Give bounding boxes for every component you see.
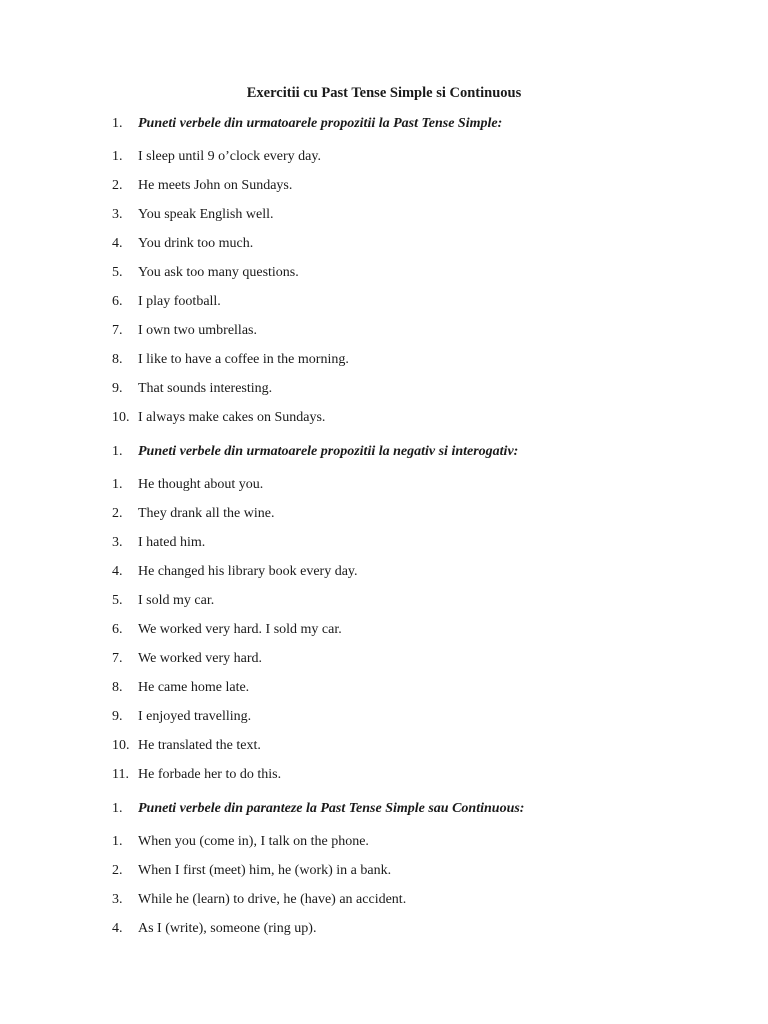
heading-text: Puneti verbele din urmatoarele propozitii la Past Tense Simple: [138, 116, 503, 131]
item-number: 1. [112, 477, 123, 492]
heading-number: 1. [112, 444, 123, 459]
item-text: I hated him. [138, 535, 206, 550]
section-1-heading [112, 114, 502, 134]
list-item [112, 649, 262, 669]
item-number: 6. [112, 294, 123, 309]
item-text: He came home late. [138, 680, 250, 695]
item-number: 6. [112, 622, 123, 637]
item-text: He changed his library book every day. [138, 564, 358, 579]
item-text: When I first (meet) him, he (work) in a bank. [138, 863, 392, 878]
item-number: 4. [112, 921, 123, 936]
item-number: 2. [112, 506, 123, 521]
list-item [112, 919, 316, 939]
item-text: He translated the text. [138, 738, 261, 753]
section-2-heading [112, 442, 518, 462]
list-item [112, 678, 249, 698]
item-number: 4. [112, 564, 123, 579]
list-item [112, 147, 321, 167]
section-3-heading [112, 799, 524, 819]
heading-text: Puneti verbele din paranteze la Past Tense Simple sau Continuous: [138, 801, 525, 816]
heading-text: Puneti verbele din urmatoarele propozitii la negativ si interogativ: [138, 444, 519, 459]
item-text: He thought about you. [138, 477, 264, 492]
page-title: Exercitii cu Past Tense Simple si Continuous [246, 85, 522, 101]
item-number: 7. [112, 323, 123, 338]
heading-number: 1. [112, 116, 123, 131]
item-number: 8. [112, 680, 123, 695]
list-item [112, 620, 342, 640]
list-item [112, 379, 272, 399]
item-text: I always make cakes on Sundays. [138, 410, 326, 425]
list-item [112, 736, 261, 756]
list-item [112, 765, 281, 785]
item-number: 7. [112, 651, 123, 666]
item-text: We worked very hard. I sold my car. [138, 622, 342, 637]
item-text: As I (write), someone (ring up). [138, 921, 317, 936]
list-item [112, 475, 263, 495]
item-number: 10. [112, 738, 130, 753]
item-number: 9. [112, 709, 123, 724]
item-text: When you (come in), I talk on the phone. [138, 834, 369, 849]
list-item [112, 263, 299, 283]
item-number: 3. [112, 207, 123, 222]
list-item [112, 350, 349, 370]
item-number: 1. [112, 834, 123, 849]
list-item [112, 707, 251, 727]
item-text: I play football. [138, 294, 221, 309]
item-number: 2. [112, 178, 123, 193]
list-item [112, 205, 273, 225]
item-text: While he (learn) to drive, he (have) an accident. [138, 892, 407, 907]
item-text: They drank all the wine. [138, 506, 275, 521]
item-text: That sounds interesting. [138, 381, 273, 396]
list-item [112, 292, 221, 312]
item-text: He forbade her to do this. [138, 767, 282, 782]
list-item [112, 591, 214, 611]
item-number: 1. [112, 149, 123, 164]
item-number: 8. [112, 352, 123, 367]
item-text: You drink too much. [138, 236, 254, 251]
item-text: I enjoyed travelling. [138, 709, 252, 724]
list-item [112, 533, 205, 553]
list-item [112, 408, 325, 428]
item-number: 5. [112, 593, 123, 608]
list-item [112, 832, 369, 852]
list-item [112, 562, 358, 582]
item-text: I sold my car. [138, 593, 215, 608]
item-number: 4. [112, 236, 123, 251]
list-item [112, 890, 406, 910]
item-text: I own two umbrellas. [138, 323, 257, 338]
item-number: 5. [112, 265, 123, 280]
list-item [112, 234, 253, 254]
item-text: I sleep until 9 o’clock every day. [138, 149, 321, 164]
list-item [112, 176, 292, 196]
item-text: You speak English well. [138, 207, 274, 222]
item-text: I like to have a coffee in the morning. [138, 352, 349, 367]
item-number: 2. [112, 863, 123, 878]
list-item [112, 861, 391, 881]
list-item [112, 321, 257, 341]
item-text: You ask too many questions. [138, 265, 299, 280]
item-text: He meets John on Sundays. [138, 178, 293, 193]
item-number: 3. [112, 535, 123, 550]
item-number: 3. [112, 892, 123, 907]
list-item [112, 504, 274, 524]
heading-number: 1. [112, 801, 123, 816]
item-text: We worked very hard. [138, 651, 263, 666]
item-number: 9. [112, 381, 123, 396]
item-number: 10. [112, 410, 130, 425]
item-number: 11. [112, 767, 129, 782]
